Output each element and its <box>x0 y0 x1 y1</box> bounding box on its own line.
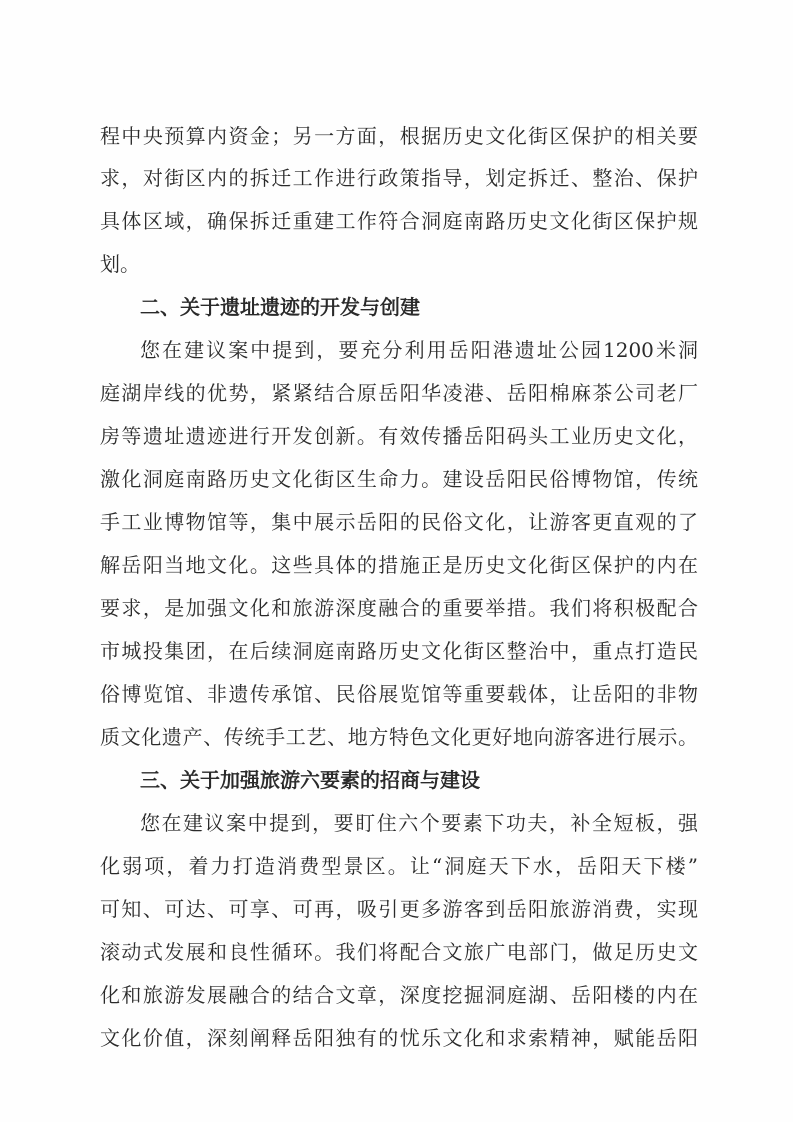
body-line: 具体区域，确保拆迁重建工作符合洞庭南路历史文化街区保护规 <box>100 209 698 233</box>
paragraph-first-line: 您在建议案中提到，要充分利用岳阳港遗址公园1200米洞 <box>140 338 698 362</box>
body-line: 要求，是加强文化和旅游深度融合的重要举措。我们将积极配合 <box>100 596 698 620</box>
body-line: 化弱项，着力打造消费型景区。让“洞庭天下水，岳阳天下楼” <box>100 854 698 878</box>
body-line: 化和旅游发展融合的结合文章，深度挖掘洞庭湖、岳阳楼的内在 <box>100 983 698 1007</box>
body-line: 程中央预算内资金；另一方面，根据历史文化街区保护的相关要 <box>100 124 698 148</box>
body-line: 求，对街区内的拆迁工作进行政策指导，划定拆迁、整治、保护 <box>100 166 698 190</box>
body-line: 俗博览馆、非遗传承馆、民俗展览馆等重要载体，让岳阳的非物 <box>100 682 698 706</box>
body-line: 可知、可达、可享、可再，吸引更多游客到岳阳旅游消费，实现 <box>100 897 698 921</box>
body-line: 市城投集团，在后续洞庭南路历史文化街区整治中，重点打造民 <box>100 639 698 663</box>
body-line: 划。 <box>100 252 140 276</box>
body-line: 文化价值，深刻阐释岳阳独有的忧乐文化和求索精神，赋能岳阳 <box>100 1026 698 1050</box>
body-line: 质文化遗产、传统手工艺、地方特色文化更好地向游客进行展示。 <box>100 725 698 749</box>
body-line: 庭湖岸线的优势，紧紧结合原岳阳华凌港、岳阳棉麻茶公司老厂 <box>100 381 698 405</box>
section-heading-3: 三、关于加强旅游六要素的招商与建设 <box>140 768 480 792</box>
section-heading-2: 二、关于遗址遗迹的开发与创建 <box>140 295 420 319</box>
body-line: 激化洞庭南路历史文化街区生命力。建设岳阳民俗博物馆，传统 <box>100 467 698 491</box>
paragraph-first-line: 您在建议案中提到，要盯住六个要素下功夫，补全短板，强 <box>140 811 698 835</box>
body-line: 手工业博物馆等，集中展示岳阳的民俗文化，让游客更直观的了 <box>100 510 698 534</box>
body-line: 解岳阳当地文化。这些具体的措施正是历史文化街区保护的内在 <box>100 553 698 577</box>
body-line: 滚动式发展和良性循环。我们将配合文旅广电部门，做足历史文 <box>100 940 698 964</box>
body-line: 房等遗址遗迹进行开发创新。有效传播岳阳码头工业历史文化， <box>100 424 698 448</box>
